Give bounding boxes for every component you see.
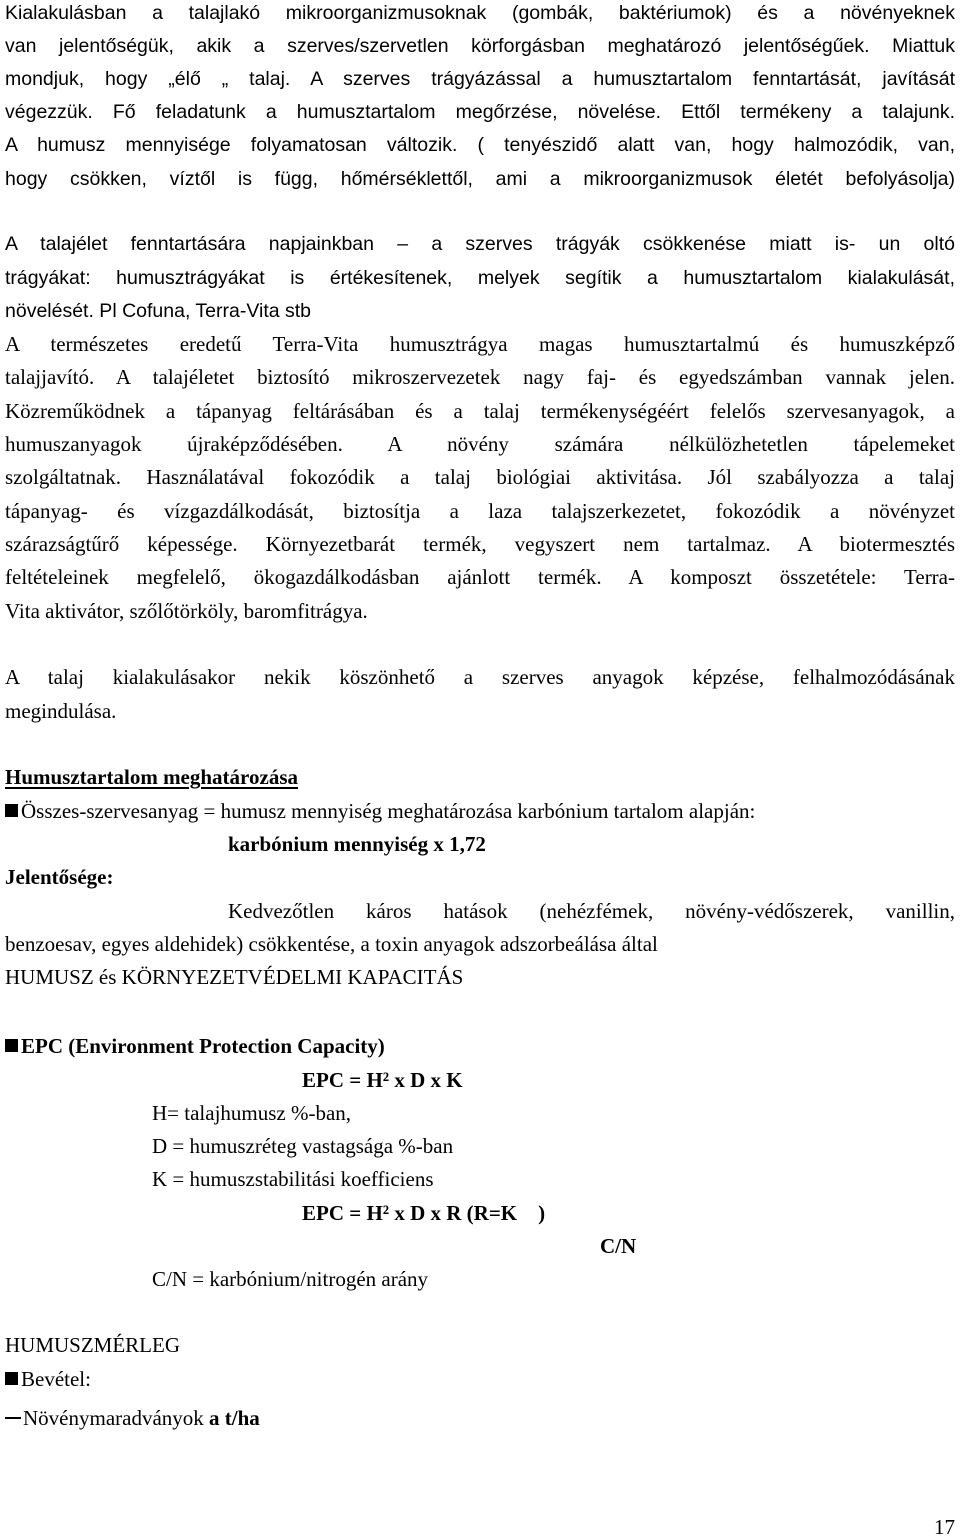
paragraph-2-line-4: A természetes eredetű Terra-Vita humusztrágya magas humusztartalmú és humuszképző: [5, 332, 955, 356]
definition-d: D = humuszréteg vastagsága %-ban: [152, 1134, 454, 1158]
paragraph-2-line-3: növelését. Pl Cofuna, Terra-Vita stb: [5, 300, 312, 322]
bullet-item-epc: [5, 1033, 955, 1059]
square-bullet-icon: [5, 1039, 18, 1052]
humus-balance-title: HUMUSZMÉRLEG: [5, 1333, 181, 1357]
page-number: 17: [934, 1515, 955, 1539]
paragraph-2-line-5: talajjavító. A talajéletet biztosító mikroszervezetek nagy faj- és egyedszámban vannak jelen.: [5, 365, 955, 389]
definition-h: H= talajhumusz %-ban,: [152, 1101, 352, 1125]
formula-epc-1: EPC = H² x D x K: [302, 1068, 463, 1092]
definition-k: K = humuszstabilitási koefficiens: [152, 1167, 434, 1191]
income-label: Bevétel:: [21, 1367, 91, 1391]
plant-residues-text: Növénymaradványok: [23, 1406, 210, 1430]
bullet-item-income: [5, 1366, 955, 1392]
capacity-title: HUMUSZ és KÖRNYEZETVÉDELMI KAPACITÁS: [5, 965, 464, 989]
significance-line-1: Kedvezőtlen káros hatások (nehézfémek, növény-védőszerek, vanillin,: [228, 899, 955, 923]
paragraph-3-line-2: megindulása.: [5, 699, 117, 723]
paragraph-1-line-5: A humusz mennyisége folyamatosan változik. ( tenyészidő alatt van, hogy halmozódik, van,: [5, 134, 955, 156]
paragraph-2-line-7: humuszanyagok újraképződésében. A növény számára nélkülözhetetlen tápelemeket: [5, 432, 955, 456]
bullet-item-organic-matter: [5, 798, 955, 824]
paragraph-2-line-6: Közreműködnek a tápanyag feltárásában és a talaj termékenységéért felelős szervesanyagok, a: [5, 399, 955, 423]
square-bullet-icon: [5, 1372, 18, 1385]
paragraph-2-line-10: szárazságtűrő képessége. Környezetbarát termék, vegyszert nem tartalmaz. A biotermesztés: [5, 532, 955, 556]
epc-title: EPC (Environment Protection Capacity): [21, 1034, 385, 1058]
dash-bullet-icon: [5, 1417, 21, 1419]
paragraph-1-line-3: mondjuk, hogy „élő „ talaj. A szerves trágyázással a humusztartalom fenntartását, javítását: [5, 68, 955, 90]
paragraph-2-line-11: feltételeinek megfelelő, ökogazdálkodásban ajánlott termék. A komposzt összetétele: Terra-: [5, 565, 955, 589]
paragraph-2-line-8: szolgáltatnak. Használatával fokozódik a talaj biológiai aktivitása. Jól szabályozza a talaj: [5, 465, 955, 489]
paragraph-1-line-6: hogy csökken, víztől is függ, hőmérséklettől, ami a mikroorganizmusok életét befolyásolja): [5, 168, 955, 190]
section-heading-humus: Humusztartalom meghatározása: [5, 765, 298, 789]
list-item-plant-residues: [5, 1405, 955, 1431]
paragraph-3-line-1: A talaj kialakulásakor nekik köszönhető a szerves anyagok képzése, felhalmozódásának: [5, 665, 955, 689]
formula-epc-2: EPC = H² x D x R (R=K ): [302, 1201, 546, 1225]
paragraph-2-line-1: A talajélet fenntartására napjainkban – a szerves trágyák csökkenése miatt is- un oltó: [5, 233, 955, 255]
square-bullet-icon: [5, 804, 18, 817]
paragraph-1-line-2: van jelentőségük, akik a szerves/szervetlen körforgásban meghatározó jelentőségűek. Miattuk: [5, 35, 955, 57]
definition-cn: C/N = karbónium/nitrogén arány: [152, 1267, 429, 1291]
paragraph-1-line-4: végezzük. Fő feladatunk a humusztartalom megőrzése, növelése. Ettől termékeny a talajunk.: [5, 101, 955, 123]
significance-line-2: benzoesav, egyes aldehidek) csökkentése, a toxin anyagok adszorbeálása által: [5, 932, 658, 956]
bullet-text: Összes-szervesanyag = humusz mennyiség meghatározása karbónium tartalom alapján:: [21, 799, 756, 823]
paragraph-1-line-1: Kialakulásban a talajlakó mikroorganizmusoknak (gombák, baktériumok) és a növényeknek: [5, 2, 955, 24]
plant-residues-unit: a t/ha: [209, 1406, 260, 1430]
formula-epc-2-denominator: C/N: [600, 1234, 637, 1258]
formula-humus: karbónium mennyiség x 1,72: [228, 832, 486, 856]
label-significance: Jelentősége:: [5, 865, 114, 889]
paragraph-2-line-2: trágyákat: humusztrágyákat is értékesítenek, melyek segítik a humusztartalom kialakulását,: [5, 267, 955, 289]
paragraph-2-line-12: Vita aktivátor, szőlőtörköly, baromfitrágya.: [5, 599, 368, 623]
paragraph-2-line-9: tápanyag- és vízgazdálkodását, biztosítja a laza talajszerkezetet, fokozódik a növényzet: [5, 499, 955, 523]
